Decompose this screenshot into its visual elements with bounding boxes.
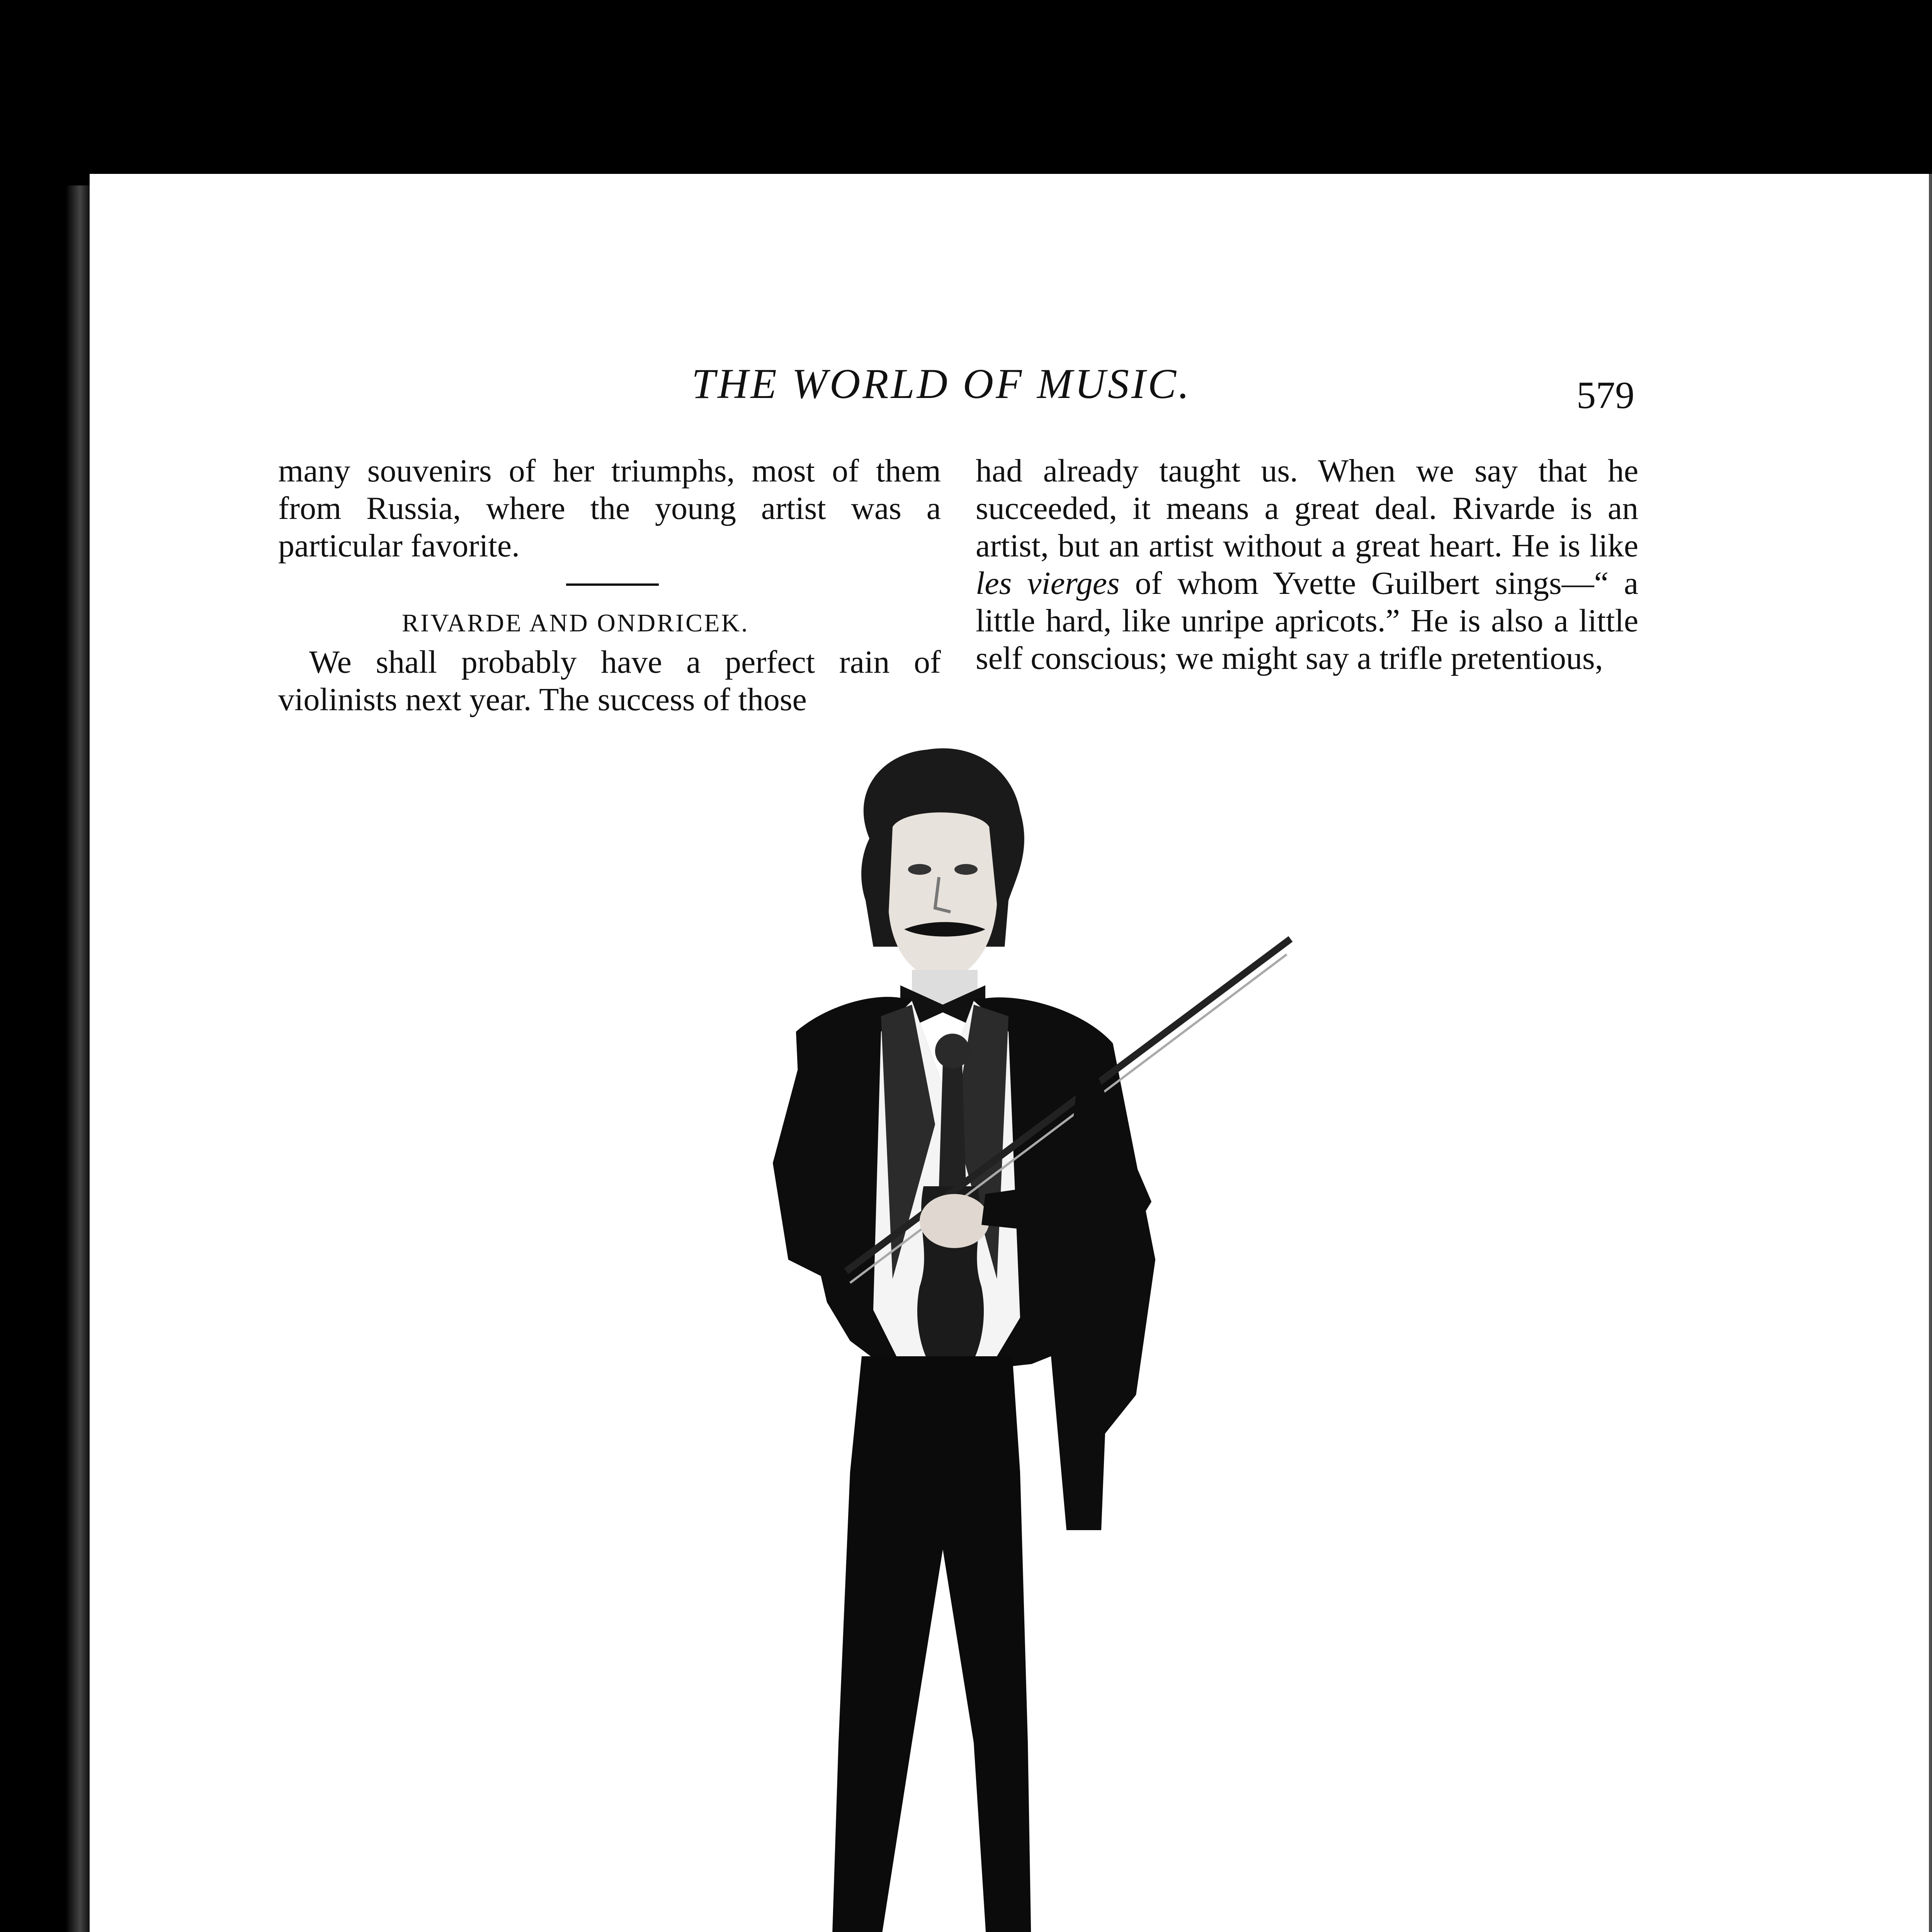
violinist-photograph xyxy=(533,738,1406,1932)
top-left-column xyxy=(278,452,941,565)
section-rule xyxy=(566,583,659,586)
page-number: 579 xyxy=(1577,374,1634,417)
text-run: of whom Yvette Guilbert sings—“ a little hard, like unripe apricots.” He is also a little self conscious; we might say a trifle pretentious, xyxy=(976,565,1638,676)
paragraph: many souvenirs of her triumphs, most of them from Russia, where the young artist was a particular favorite. xyxy=(278,453,941,564)
top-left-column-continued xyxy=(278,643,941,718)
running-header: THE WORLD OF MUSIC. xyxy=(692,360,1192,407)
italic-text: les vierges xyxy=(976,565,1120,601)
page-right-edge xyxy=(1929,174,1932,1932)
paragraph xyxy=(976,452,1638,677)
top-right-column xyxy=(976,452,1638,677)
book-spine-edge xyxy=(66,185,90,1932)
paragraph: We shall probably have a perfect rain of violinists next year. The success of those xyxy=(278,644,941,718)
text-run: had already taught us. When we say that he succeeded, it means a great deal. Rivarde is an artist, but an artist without a great heart. He is like xyxy=(976,453,1638,564)
section-heading: RIVARDE AND ONDRICEK. xyxy=(402,609,749,637)
